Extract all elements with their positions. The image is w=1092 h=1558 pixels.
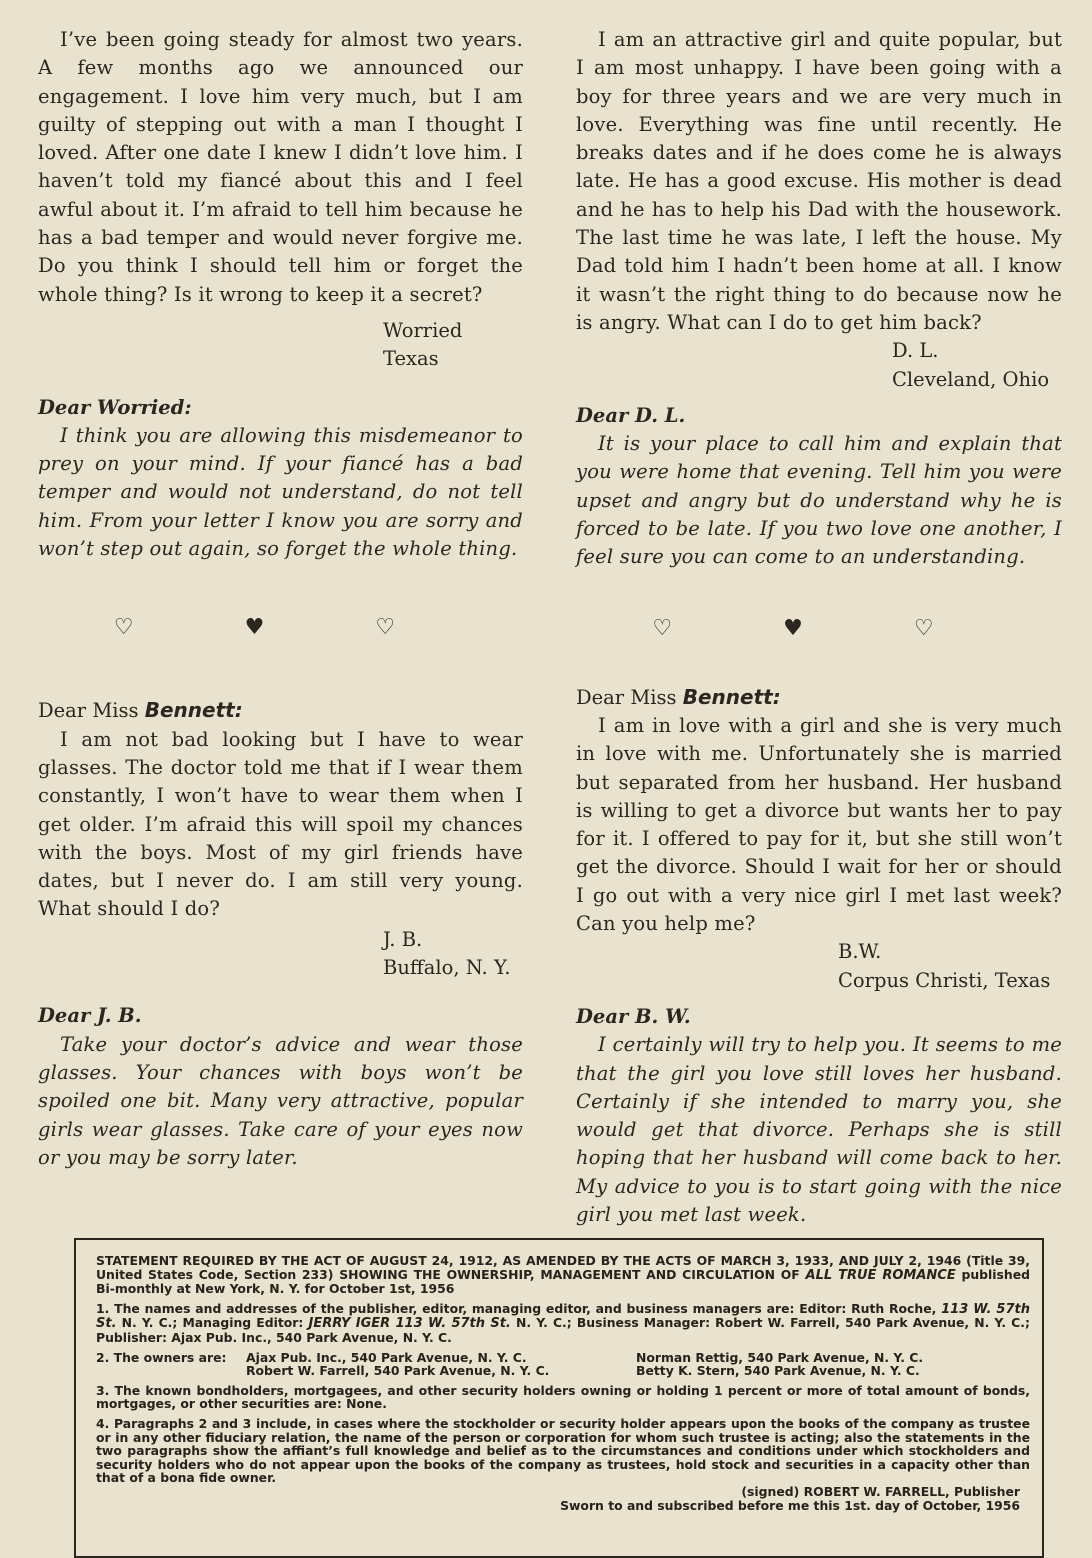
reply-salutation: Dear Worried: bbox=[38, 395, 192, 419]
signature-place: Cleveland, Ohio bbox=[892, 367, 1050, 391]
letter-jb-signature bbox=[38, 926, 523, 983]
signature-place: Texas bbox=[383, 347, 439, 371]
signature-place: Buffalo, N. Y. bbox=[383, 956, 511, 980]
reply-jb: Take your doctor’s advice and wear those glasses. Your chances with boys won’t be spoiled one bit. Many very attractive, popular girls wear glasses. Take care of your eyes now or you may be sorry later. bbox=[38, 1032, 523, 1169]
bennett-handwritten: Bennett bbox=[144, 698, 235, 723]
bennett-handwritten: Bennett bbox=[682, 684, 773, 709]
left-column bbox=[38, 26, 523, 1172]
statement-owners: 2. The owners are: Ajax Pub. Inc., 540 Park Avenue, N. Y. C. Norman Rettig, 540 Park Avenue, N. Y. C. Robert W. Farrell, 540 Park Avenue, N. Y. C. Betty K. Stern, 540 Park Avenue, N. Y. C. bbox=[96, 1349, 924, 1379]
ownership-statement bbox=[74, 1238, 1044, 1558]
statement-paragraph-4: 4. Paragraphs 2 and 3 include, in cases where the stockholder or security holder appears upon the books of the company as trustee or in any other fiduciary relation, the name of the person or corporation for whom such trustee is acting; also the statements in the two paragraphs show the affiant’s full knowledge and belief as to the circumstances and conditions under which stockholders and security holders who do not appear upon the books of the company as trustees, hold stock and securities in a capacity other than that of a bona fide owner. bbox=[96, 1415, 1030, 1486]
signature-name: D. L. bbox=[892, 339, 939, 363]
hearts-divider: ♡ ♥ ♡ bbox=[652, 615, 986, 641]
letter-worried-body: I’ve been going steady for almost two years. A few months ago we announced our engagement. I love him very much, but I am guilty of stepping out with a man I thought I loved. After one date I knew I didn’t love him. I haven’t told my fiancé about this and I feel awful about it. I’m afraid to tell him because he has a bad temper and would never forgive me. Do you think I should tell him or forget the whole thing? Is it wrong to keep it a secret? bbox=[38, 28, 523, 306]
reply-worried: I think you are allowing this misdemeanor to prey on your mind. If your fiancé has a bad temper and would not understand, do not tell him. From your letter I know you are sorry and won’t step out again, so forget the whole thing. bbox=[38, 423, 523, 561]
right-column bbox=[576, 26, 1062, 1229]
letter-bw-salutation: Dear Miss Bennett: bbox=[576, 684, 781, 709]
signature-name: J. B. bbox=[383, 927, 423, 951]
statement-heading: STATEMENT REQUIRED BY THE ACT OF AUGUST 24, 1912, AS AMENDED BY THE ACTS OF MARCH 3, 1933, AND JULY 2, 1946 (Title 39, United States Code, Section 233) SHOWING THE OWNERSHIP, MANAGEMENT AND CIRCULATION OF ALL TRUE ROMANCE published Bi-monthly at New York, N. Y. for October 1st, 1956 bbox=[96, 1253, 1030, 1297]
letter-jb-salutation: Dear Miss Bennett: bbox=[38, 698, 243, 723]
letter-dl-body: I am an attractive girl and quite popular, but I am most unhappy. I have been going with a boy for three years and we are very much in love. Everything was fine until recently. He breaks dates and if he does come he is always late. He has a good excuse. His mother is dead and he has to help his Dad with the housework. The last time he was late, I left the house. My Dad told him I hadn’t been home at all. I know it wasn’t the right thing to do because now he is angry. What can I do to get him back? bbox=[576, 28, 1062, 334]
letter-bw-body: I am in love with a girl and she is very much in love with me. Unfortunately she is married but separated from her husband. Her husband is willing to get a divorce but wants her to pay for it. I offered to pay for it, but she still won’t get the divorce. Should I wait for her or should I go out with a very nice girl I met last week? Can you help me? bbox=[576, 713, 1062, 936]
hearts-divider: ♡ ♥ ♡ bbox=[113, 615, 448, 641]
signature-place: Corpus Christi, Texas bbox=[838, 968, 1051, 992]
reply-salutation: Dear J. B. bbox=[38, 1004, 142, 1028]
reply-bw: I certainly will try to help you. It seems to me that the girl you love still loves her husband. Certainly if she intended to marry you, she would get that divorce. Perhaps she is still hoping that her husband will come back to her. My advice to you is to start going with the nice girl you met last week. bbox=[576, 1033, 1062, 1226]
reply-salutation: Dear B. W. bbox=[576, 1004, 691, 1028]
signature-name: B.W. bbox=[838, 940, 882, 964]
letter-worried-signature bbox=[38, 317, 523, 374]
statement-paragraph-1: 1. The names and addresses of the publisher, editor, managing editor, and business managers are: Editor: Ruth Roche, 113 W. 57th St. N. Y. C.; Managing Editor: JERRY IGER 113 W. 57th St. N. Y. C.; Business Manager: Robert W. Farrell, 540 Park Avenue, N. Y. C.; Publisher: Ajax Pub. Inc., 540 Park Avenue, N. Y. C. bbox=[96, 1300, 1030, 1345]
letter-jb-body: I am not bad looking but I have to wear glasses. The doctor told me that if I wear them constantly, I won’t have to wear them when I get older. I’m afraid this will spoil my chances with the boys. Most of my girl friends have dates, but I never do. I am still very young. What should I do? bbox=[38, 727, 523, 921]
reply-dl: It is your place to call him and explain that you were home that evening. Tell him you were upset and angry but do understand why he is forced to be late. If you two love one another, I feel sure you can come to an understanding. bbox=[576, 432, 1062, 569]
letter-dl-signature bbox=[576, 337, 1062, 394]
signature-name: Worried bbox=[383, 318, 463, 342]
statement-signed: (signed) ROBERT W. FARRELL, Publisher bbox=[741, 1483, 1020, 1499]
statement-paragraph-3: 3. The known bondholders, mortgagees, and other security holders owning or holding 1 percent or more of total amount of bonds, mortgages, or other securities are: None. bbox=[96, 1382, 1030, 1412]
letter-bw-signature bbox=[576, 938, 1062, 995]
statement-sworn: Sworn to and subscribed before me this 1st. day of October, 1956 bbox=[560, 1497, 1020, 1513]
reply-salutation: Dear D. L. bbox=[576, 403, 686, 427]
